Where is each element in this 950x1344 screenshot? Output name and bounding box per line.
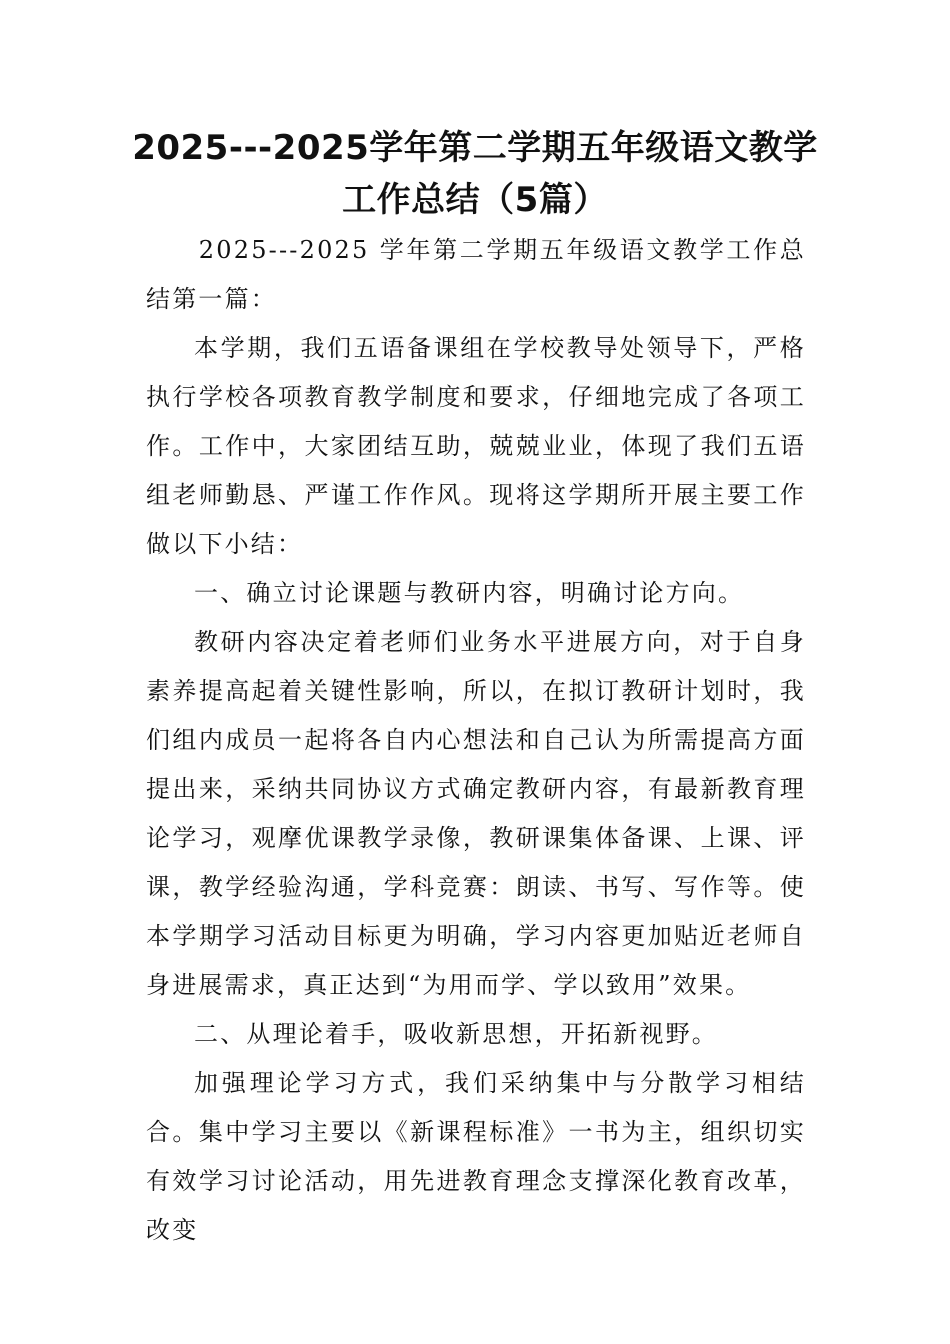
document-body — [146, 226, 806, 1255]
section-heading: 二、从理论着手，吸收新思想，开拓新视野。 — [194, 1020, 718, 1048]
section-heading: 一、确立讨论课题与教研内容，明确讨论方向。 — [194, 579, 745, 607]
body-paragraph: 教研内容决定着老师们业务水平进展方向，对于自身素养提高起着关键性影响，所以，在拟订教研计划时，我们组内成员一起将各自内心想法和自己认为所需提高方面提出来，采纳共同协议方式确定教研内容，有最新教育理论学习，观摩优课教学录像，教研课集体备课、上课、评课，教学经验沟通，学科竞赛：朗读、书写、写作等。使本学期学习活动目标更为明确，学习内容更加贴近老师自身进展需求，真正达到“为用而学、学以致用”效果。 — [146, 628, 806, 999]
body-paragraph: 本学期，我们五语备课组在学校教导处领导下，严格执行学校各项教育教学制度和要求，仔细地完成了各项工作。工作中，大家团结互助，兢兢业业，体现了我们五语组老师勤恳、严谨工作作风。现将这学期所开展主要工作做以下小结： — [146, 334, 806, 558]
body-paragraph: 加强理论学习方式，我们采纳集中与分散学习相结合。集中学习主要以《新课程标准》一书为主，组织切实有效学习讨论活动，用先进教育理念支撑深化教育改革，改变 — [146, 1069, 806, 1244]
intro-paragraph: 2025---2025 学年第二学期五年级语文教学工作总结第一篇： — [146, 236, 806, 313]
document-title: 2025---2025学年第二学期五年级语文教学工作总结（5篇） — [132, 128, 818, 220]
